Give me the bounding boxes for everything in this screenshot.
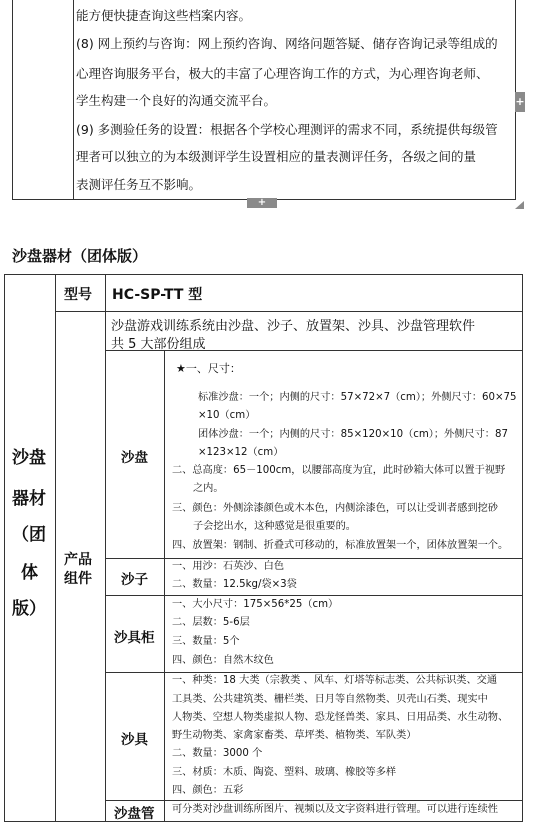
component-label: 沙子 — [121, 572, 148, 588]
category-text: （团 — [12, 525, 46, 545]
component-detail-line: 三、颜色：外侧涂漆颜色或木本色，内侧涂漆色，可以让受训者感到挖砂 — [172, 503, 498, 514]
category-cell — [4, 274, 56, 822]
model-label: 型号 — [64, 287, 92, 303]
component-detail-line: 可分类对沙盘训练所图片、视频以及文字资料进行管理。可以进行连续性 — [172, 804, 498, 815]
component-label: 沙具 — [121, 732, 148, 748]
category-text: 版） — [12, 599, 46, 619]
component-detail-line: 二、数量：12.5kg/袋×3袋 — [172, 579, 297, 590]
component-detail-line: 一、用沙：石英沙、白色 — [172, 561, 285, 572]
component-detail-line: ×123×12（cm） — [198, 447, 284, 458]
component-detail-line: 三、数量：5个 — [172, 636, 240, 647]
table-text-line: 能方便快捷查询这些档案内容。 — [76, 8, 252, 23]
component-detail-line: ★一、尺寸： — [176, 362, 241, 375]
component-detail-line: 野生动物类、家禽家畜类、草坪类、植物类、军队类） — [172, 730, 417, 741]
add-column-handle[interactable]: + — [515, 92, 525, 112]
component-detail-line: 二、数量：3000 个 — [172, 748, 263, 759]
component-detail-line: 三、材质：木质、陶瓷、塑料、玻璃、橡胶等多样 — [172, 767, 397, 778]
component-detail-line: 四、颜色：自然木纹色 — [172, 655, 274, 666]
add-row-handle[interactable]: + — [247, 198, 277, 208]
table-divider — [73, 0, 74, 199]
intro-text: 沙盘游戏训练系统由沙盘、沙子、放置架、沙具、沙盘管理软件 — [111, 319, 476, 334]
component-detail-line: 子会挖出水，这种感觉是很重要的。 — [193, 521, 356, 532]
components-label: 组件 — [64, 571, 92, 587]
component-detail-line: 标准沙盘：一个；内侧的尺寸：57×72×7（cm）；外侧尺寸：60×75 — [198, 392, 517, 403]
component-detail-line: 工具类、公共建筑类、栅栏类、日月等自然物类、贝壳山石类、现实中 — [172, 694, 488, 705]
table-text-line: 学生构建一个良好的沟通交流平台。 — [76, 93, 277, 108]
component-detail-line: ×10（cm） — [198, 410, 256, 421]
category-text: 体 — [21, 563, 38, 583]
resize-corner-icon[interactable] — [515, 201, 524, 209]
component-detail-line: 一、大小尺寸：175×56*25（cm） — [172, 599, 339, 610]
component-detail-line: 二、总高度：65－100cm，以腰部高度为宜，此时砂箱大体可以置于视野 — [172, 465, 506, 476]
table-text-line: (8) 网上预约与咨询：网上预约咨询、网络问题答疑、储存咨询记录等组成的 — [76, 36, 498, 51]
table-text-line: 表测评任务互不影响。 — [76, 177, 202, 192]
model-value: HC-SP-TT 型 — [112, 287, 203, 303]
component-detail-line: 人物类、空想人物类虚拟人物、恐龙怪兽类、家具、日用品类、水生动物、 — [172, 712, 509, 723]
table-text-line: 心理咨询服务平台，极大的丰富了心理咨询工作的方式，为心理咨询老师、 — [76, 66, 489, 81]
table-text-line: 理者可以独立的为本级测评学生设置相应的量表测评任务，各级之间的量 — [76, 149, 477, 164]
components-label: 产品 — [64, 552, 92, 568]
category-text: 沙盘 — [12, 448, 46, 468]
component-detail-line: 四、颜色：五彩 — [172, 785, 244, 796]
section-heading: 沙盘器材（团体版） — [12, 247, 148, 265]
table-text-line: (9) 多测验任务的设置：根据各个学校心理测评的需求不同，系统提供每级管 — [76, 122, 498, 137]
intro-text: 共 5 大部份组成 — [111, 337, 206, 352]
component-detail-line: 一、种类：18 大类（宗教类 、风车、灯塔等标志类、公共标识类、交通 — [172, 675, 498, 686]
category-text: 器材 — [12, 489, 46, 509]
component-detail-line: 团体沙盘：一个；内侧的尺寸：85×120×10（cm）；外侧尺寸：87 — [198, 429, 508, 440]
component-label: 沙具柜 — [114, 630, 155, 646]
component-label: 沙盘管 — [114, 806, 155, 822]
component-detail-line: 四、放置架：钢制、折叠式可移动的，标准放置架一个，团体放置架一个。 — [172, 540, 509, 551]
component-detail-line: 二、层数：5-6层 — [172, 617, 250, 628]
component-label: 沙盘 — [121, 450, 148, 466]
component-detail-line: 之内。 — [193, 483, 224, 494]
